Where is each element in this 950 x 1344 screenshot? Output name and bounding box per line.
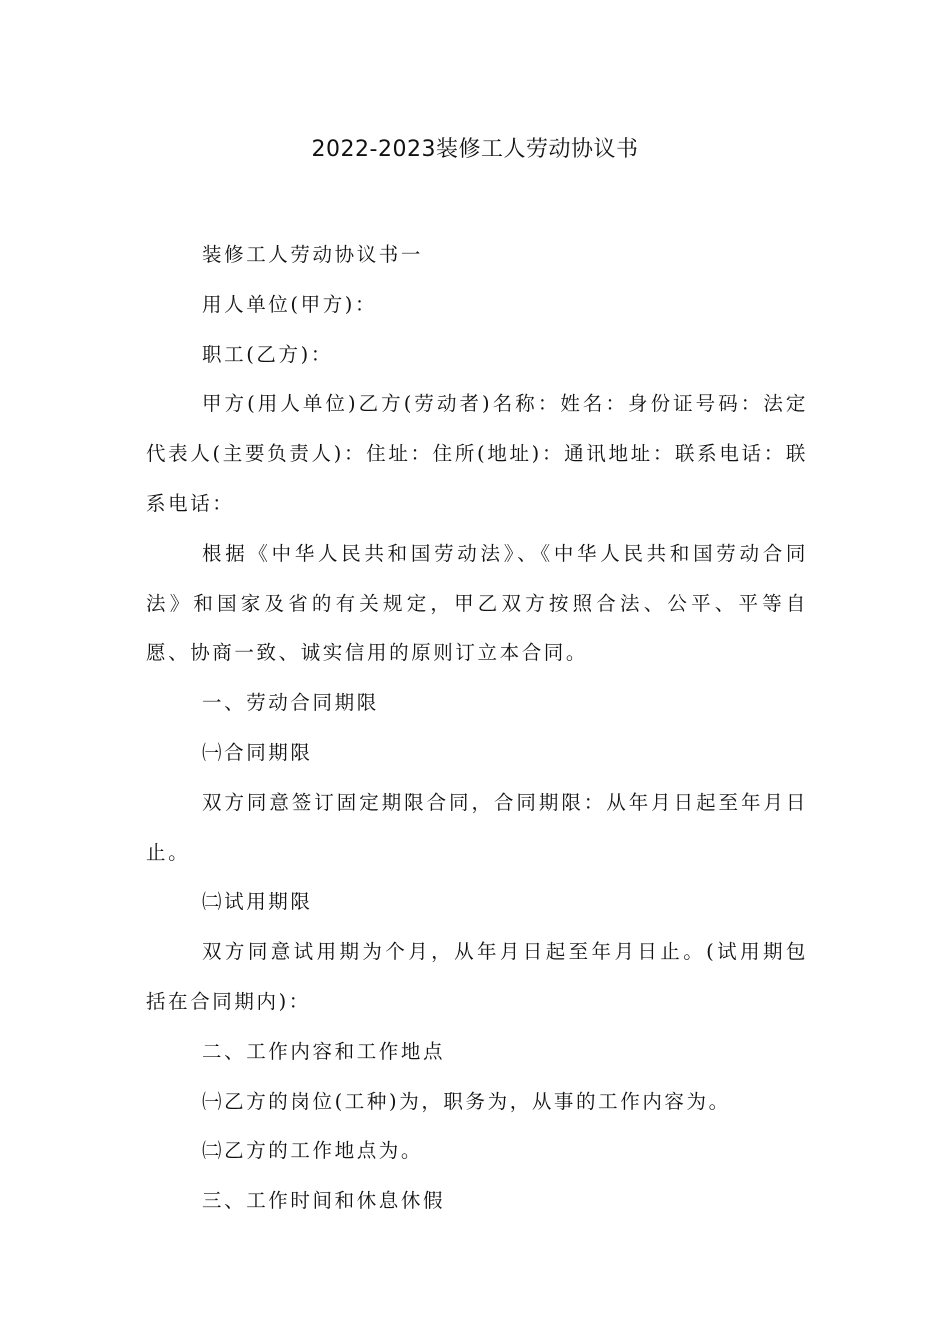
paragraph-employer: 用人单位(甲方)： [202,292,378,316]
paragraph-work-location: ㈡乙方的工作地点为。 [202,1139,424,1163]
document-title: 2022-2023装修工人劳动协议书 [311,137,639,162]
section-heading-work-content: 二、工作内容和工作地点 [202,1039,446,1063]
subsection-probation-period: ㈡试用期限 [202,890,313,914]
paragraph-legal-basis: 根据《中华人民共和国劳动法》、《中华人民共和国劳动合同法》和国家及省的有关规定，甲乙双方按照合法、公平、平等自愿、协商一致、诚实信用的原则订立本合同。 [146,541,808,665]
paragraph-contract-period: 双方同意签订固定期限合同，合同期限：从年月日起至年月日止。 [146,790,808,864]
paragraph-probation-period: 双方同意试用期为个月，从年月日起至年月日止。(试用期包括在合同期内)： [146,940,808,1013]
paragraph-employee: 职工(乙方)： [202,342,333,366]
section-heading-work-hours: 三、工作时间和休息休假 [202,1189,446,1213]
paragraph-party-info: 甲方(用人单位)乙方(劳动者)名称：姓名：身份证号码：法定代表人(主要负责人)：住址：住所(地址)：通讯地址：联系电话：联系电话： [146,392,808,515]
paragraph-heading: 装修工人劳动协议书一 [202,243,424,266]
document-body [146,230,808,1226]
subsection-contract-period: ㈠合同期限 [202,740,313,764]
paragraph-job-position: ㈠乙方的岗位(工种)为，职务为，从事的工作内容为。 [202,1089,731,1113]
section-heading-contract-term: 一、劳动合同期限 [202,691,379,715]
